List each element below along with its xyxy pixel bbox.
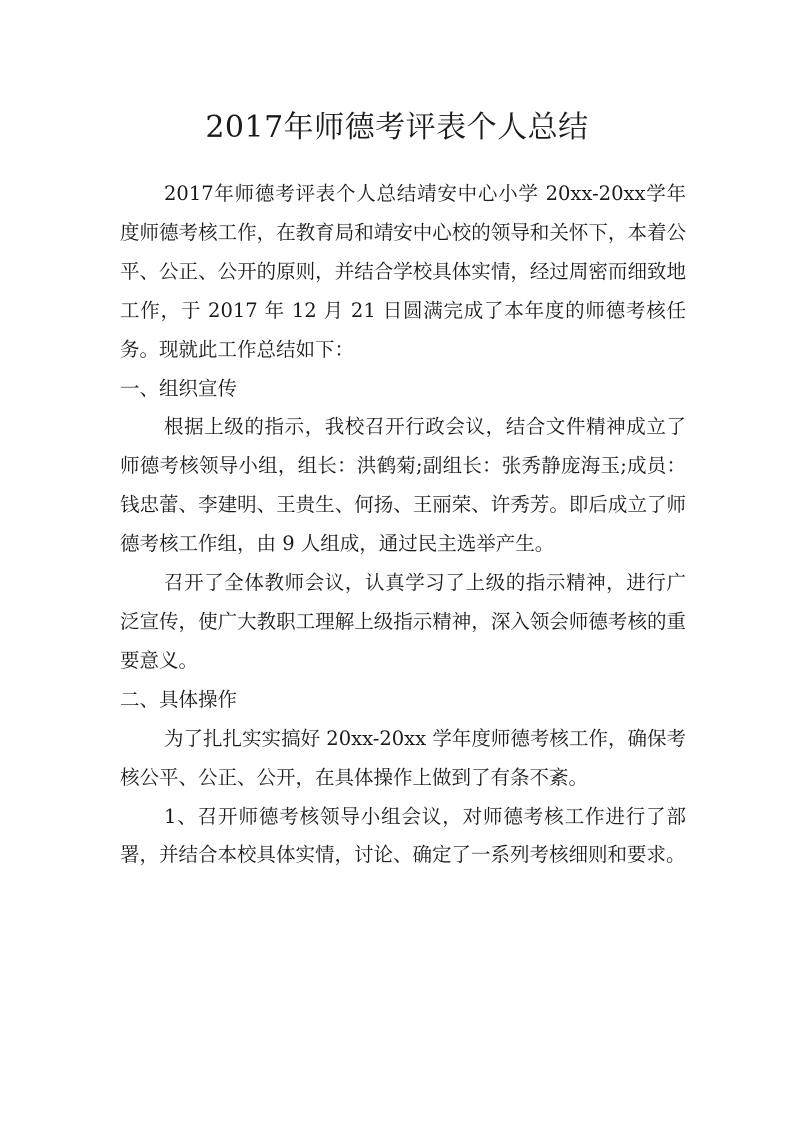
step-1-paragraph: 1、召开师德考核领导小组会议，对师德考核工作进行了部署，并结合本校具体实情，讨论、确定了一系列考核细则和要求。: [120, 804, 686, 867]
document-body: [120, 175, 686, 875]
section-heading-organization: 一、组织宣传: [120, 376, 238, 400]
intro-paragraph: 2017年师德考评表个人总结靖安中心小学 20xx-20xx学年度师德考核工作，在教育局和靖安中心校的领导和关怀下，本着公平、公正、公开的原则，并结合学校具体实情，经过周密而细致地工作，于 2017 年 12 月 21 日圆满完成了本年度的师德考核任务。现就此工作总结如下：: [120, 182, 686, 361]
organization-paragraph: 根据上级的指示，我校召开行政会议，结合文件精神成立了师德考核领导小组，组长：洪鹤菊;副组长：张秀静庞海玉;成员：钱忠蕾、李建明、王贵生、何扬、王丽荣、许秀芳。即后成立了师德考核工作组，由 9 人组成，通过民主选举产生。: [120, 415, 686, 556]
meeting-paragraph: 召开了全体教师会议，认真学习了上级的指示精神，进行广泛宣传，使广大教职工理解上级指示精神，深入领会师德考核的重要意义。: [120, 571, 686, 672]
section-heading-operation: 二、具体操作: [120, 687, 238, 711]
document-title: 2017年师德考评表个人总结: [205, 110, 589, 145]
operation-paragraph: 为了扎扎实实搞好 20xx-20xx 学年度师德考核工作，确保考核公平、公正、公开，在具体操作上做到了有条不紊。: [120, 726, 686, 789]
